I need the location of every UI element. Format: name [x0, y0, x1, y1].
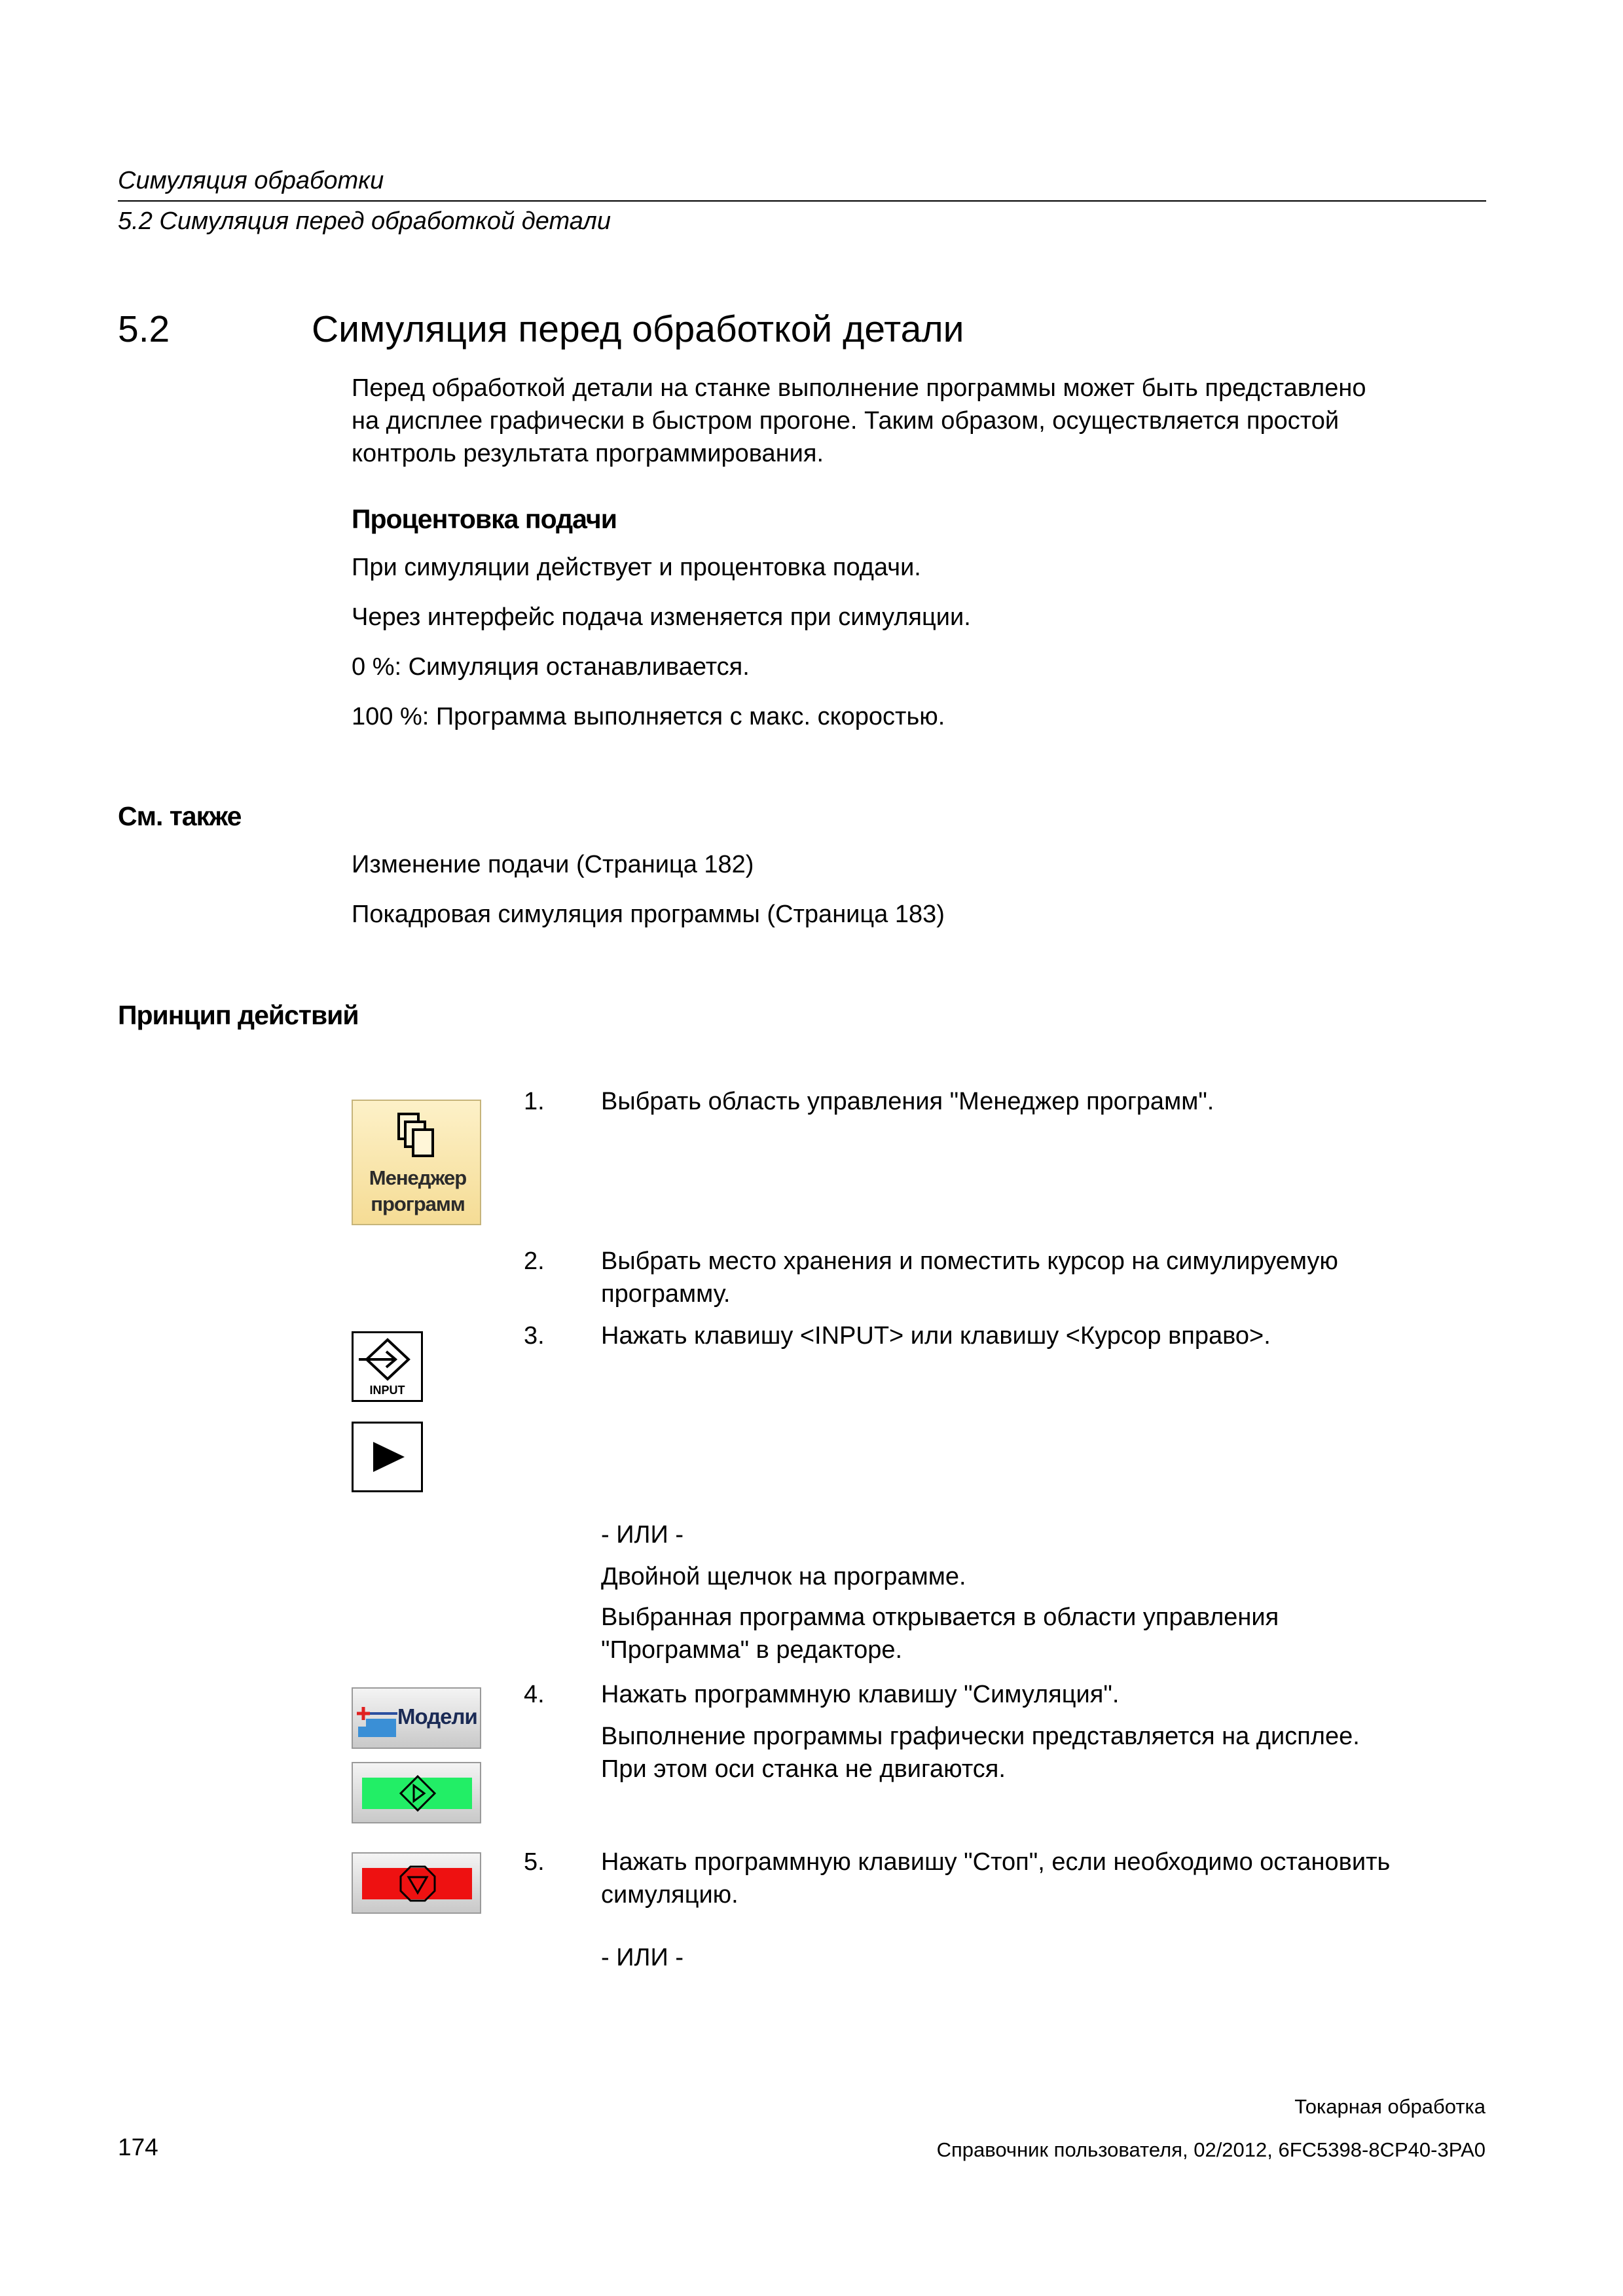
footer-reference: Справочник пользователя, 02/2012, 6FC5398-8CP40-3PA0 [936, 2138, 1486, 2161]
pages-icon [396, 1111, 441, 1161]
running-header-chapter: Симуляция обработки [118, 167, 384, 194]
or-separator-2: - ИЛИ - [601, 1944, 684, 1971]
feed-line-3: 0 %: Симуляция останавливается. [352, 653, 750, 681]
principle-heading: Принцип действий [118, 1000, 359, 1030]
step-2-text-2: программу. [601, 1280, 731, 1308]
page-number: 174 [118, 2134, 158, 2161]
see-also-link-2[interactable]: Покадровая симуляция программы (Страница 183) [352, 901, 945, 928]
cycle-stop-key-icon[interactable] [352, 1852, 481, 1914]
models-tool-icon [356, 1700, 401, 1740]
intro-line-3: контроль результата программирования. [352, 440, 824, 467]
input-arrow-icon [354, 1333, 421, 1386]
feed-line-2: Через интерфейс подача изменяется при симуляции. [352, 603, 971, 631]
program-manager-label: Менеджер программ [369, 1166, 467, 1215]
start-diamond-icon [398, 1774, 437, 1813]
see-also-heading: См. также [118, 801, 242, 831]
models-softkey-label: Модели [397, 1704, 477, 1729]
running-header-section: 5.2 Симуляция перед обработкой детали [118, 207, 611, 235]
step-2-text-1: Выбрать место хранения и поместить курсор на симулируемую [601, 1247, 1338, 1275]
step-4-text: Нажать программную клавишу "Симуляция". [601, 1681, 1120, 1708]
feed-line-4: 100 %: Программа выполняется с макс. скоростью. [352, 703, 945, 730]
stop-octagon-icon [398, 1864, 437, 1903]
input-key-icon[interactable] [352, 1331, 423, 1402]
step-4-result-1: Выполнение программы графически представляется на дисплее. [601, 1723, 1360, 1750]
header-rule [118, 200, 1486, 202]
step-4-number: 4. [524, 1681, 545, 1708]
alt-result-1: Выбранная программа открывается в области управления [601, 1604, 1279, 1631]
feed-heading: Процентовка подачи [352, 504, 617, 534]
models-softkey[interactable] [352, 1687, 481, 1749]
step-5-text-2: симуляцию. [601, 1881, 739, 1909]
see-also-link-1[interactable]: Изменение подачи (Страница 182) [352, 851, 754, 878]
intro-line-2: на дисплее графически в быстром прогоне. Таким образом, осуществляется простой [352, 407, 1340, 435]
footer-book-title: Токарная обработка [1294, 2095, 1486, 2118]
step-2-number: 2. [524, 1247, 545, 1275]
input-key-label: INPUT [369, 1384, 405, 1397]
feed-line-1: При симуляции действует и процентовка подачи. [352, 554, 921, 581]
cursor-right-key-icon[interactable] [352, 1422, 423, 1492]
section-number: 5.2 [118, 308, 170, 350]
step-5-number: 5. [524, 1848, 545, 1876]
alt-result-2: "Программа" в редакторе. [601, 1636, 903, 1664]
step-1-number: 1. [524, 1088, 545, 1115]
step-1-text: Выбрать область управления "Менеджер программ". [601, 1088, 1214, 1115]
intro-line-1: Перед обработкой детали на станке выполнение программы может быть представлено [352, 374, 1366, 402]
step-3-text: Нажать клавишу <INPUT> или клавишу <Курсор вправо>. [601, 1322, 1271, 1350]
or-separator-1: - ИЛИ - [601, 1521, 684, 1549]
play-triangle-icon [354, 1424, 421, 1490]
program-manager-softkey[interactable] [352, 1100, 481, 1225]
section-title: Симуляция перед обработкой детали [312, 308, 964, 350]
step-4-result-2: При этом оси станка не двигаются. [601, 1755, 1006, 1783]
step-5-text-1: Нажать программную клавишу "Стоп", если необходимо остановить [601, 1848, 1391, 1876]
step-3-number: 3. [524, 1322, 545, 1350]
cycle-start-key-icon[interactable] [352, 1762, 481, 1823]
alt-double-click: Двойной щелчок на программе. [601, 1563, 966, 1590]
